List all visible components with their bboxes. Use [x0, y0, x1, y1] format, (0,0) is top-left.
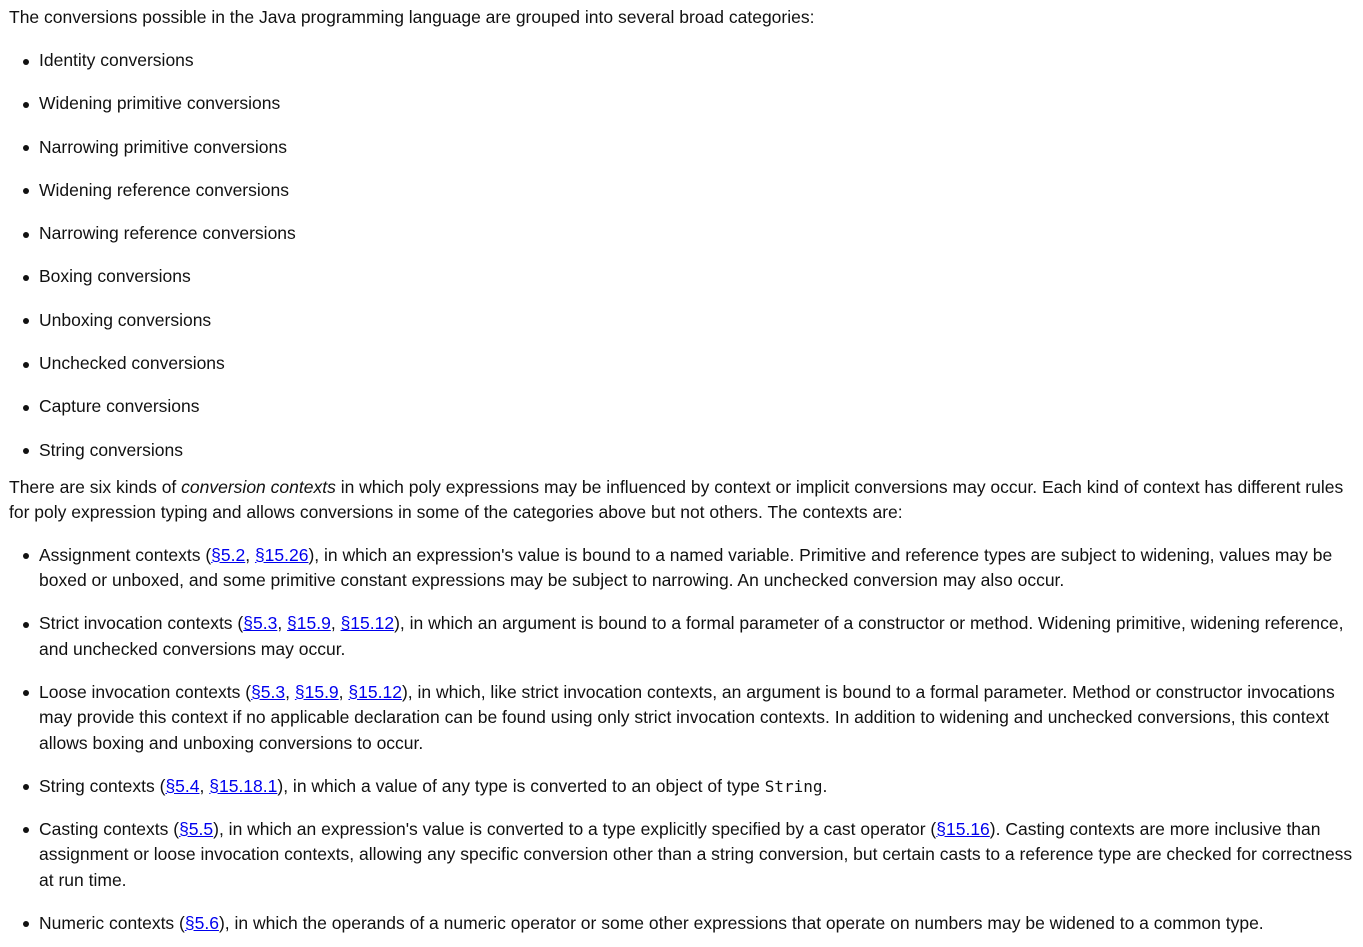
conversion-contexts-list: [9, 543, 1354, 937]
bullet-icon: [23, 232, 29, 238]
section-link[interactable]: §15.18.1: [209, 775, 278, 796]
bullet-icon: [23, 784, 29, 790]
list-item: Capture conversions: [9, 394, 1354, 419]
bullet-icon: [23, 405, 29, 411]
bullet-icon: [23, 448, 29, 454]
bullet-icon: [23, 553, 29, 559]
list-item: Narrowing primitive conversions: [9, 135, 1354, 160]
list-item-strict-invocation-contexts: Strict invocation contexts (§5.3, §15.9, §15.12), in which an argument is bound to a formal parameter of a constructor or method. Widening primitive, widening reference, and unchecked conversions may occur.: [9, 611, 1354, 662]
section-link[interactable]: §5.4: [165, 775, 200, 796]
intro-paragraph: The conversions possible in the Java programming language are grouped into several broad categories:: [9, 7, 815, 27]
section-link[interactable]: §5.3: [251, 681, 286, 702]
bullet-icon: [23, 362, 29, 368]
list-item: Identity conversions: [9, 48, 1354, 73]
section-link[interactable]: §5.2: [211, 544, 246, 565]
section-link[interactable]: §15.9: [294, 681, 339, 702]
list-item-casting-contexts: Casting contexts (§5.5), in which an expression's value is converted to a type explicitly specified by a cast operator (§15.16). Casting contexts are more inclusive than assignment or loose invocation contexts, allowing any specific conversion other than a string conversion, but certain casts to a reference type are checked for correctness at run time.: [9, 817, 1354, 894]
bullet-icon: [23, 275, 29, 281]
list-item-loose-invocation-contexts: Loose invocation contexts (§5.3, §15.9, §15.12), in which, like strict invocation contexts, an argument is bound to a formal parameter. Method or constructor invocations may provide this context if no applicable declaration can be found using only strict invocation contexts. In addition to widening and unchecked conversions, this context allows boxing and unboxing conversions to occur.: [9, 680, 1354, 757]
bullet-icon: [23, 145, 29, 151]
bullet-icon: [23, 59, 29, 65]
list-item: Widening reference conversions: [9, 178, 1354, 203]
conversion-categories-list: [9, 48, 1354, 463]
section-link[interactable]: §5.6: [184, 912, 219, 933]
bullet-icon: [23, 690, 29, 696]
conversion-contexts-term: conversion contexts: [181, 476, 336, 497]
list-item-assignment-contexts: Assignment contexts (§5.2, §15.26), in which an expression's value is bound to a named variable. Primitive and reference types are subject to widening, values may be boxed or unboxed, and some primitive constant expressions may be subject to narrowing. An unchecked conversion may also occur.: [9, 543, 1354, 594]
list-item: Boxing conversions: [9, 264, 1354, 289]
list-item-numeric-contexts: Numeric contexts (§5.6), in which the operands of a numeric operator or some other expressions that operate on numbers may be widened to a common type.: [9, 911, 1354, 937]
list-item: Narrowing reference conversions: [9, 221, 1354, 246]
section-link[interactable]: §15.16: [936, 818, 990, 839]
section-link[interactable]: §15.26: [254, 544, 309, 565]
list-item: Unchecked conversions: [9, 351, 1354, 376]
string-type-code: String: [764, 776, 823, 796]
list-item-string-contexts: String contexts (§5.4, §15.18.1), in which a value of any type is converted to an object of type String.: [9, 774, 1354, 800]
section-link[interactable]: §5.5: [179, 818, 214, 839]
section-link[interactable]: §15.9: [287, 613, 331, 634]
bullet-icon: [23, 622, 29, 628]
contexts-intro-paragraph: There are six kinds of conversion contexts in which poly expressions may be influenced by context or implicit conversions may occur. Each kind of context has different rules for poly expression typing and allows conversions in some of the categories above but not others. The contexts are:: [9, 476, 1344, 522]
section-link[interactable]: §5.3: [243, 613, 278, 634]
list-item: Widening primitive conversions: [9, 91, 1354, 116]
bullet-icon: [23, 188, 29, 194]
section-link[interactable]: §15.12: [340, 613, 395, 634]
bullet-icon: [23, 921, 29, 927]
bullet-icon: [23, 318, 29, 324]
section-link[interactable]: §15.12: [348, 681, 402, 702]
bullet-icon: [23, 827, 29, 833]
bullet-icon: [23, 102, 29, 108]
list-item: String conversions: [9, 438, 1354, 463]
list-item: Unboxing conversions: [9, 308, 1354, 333]
